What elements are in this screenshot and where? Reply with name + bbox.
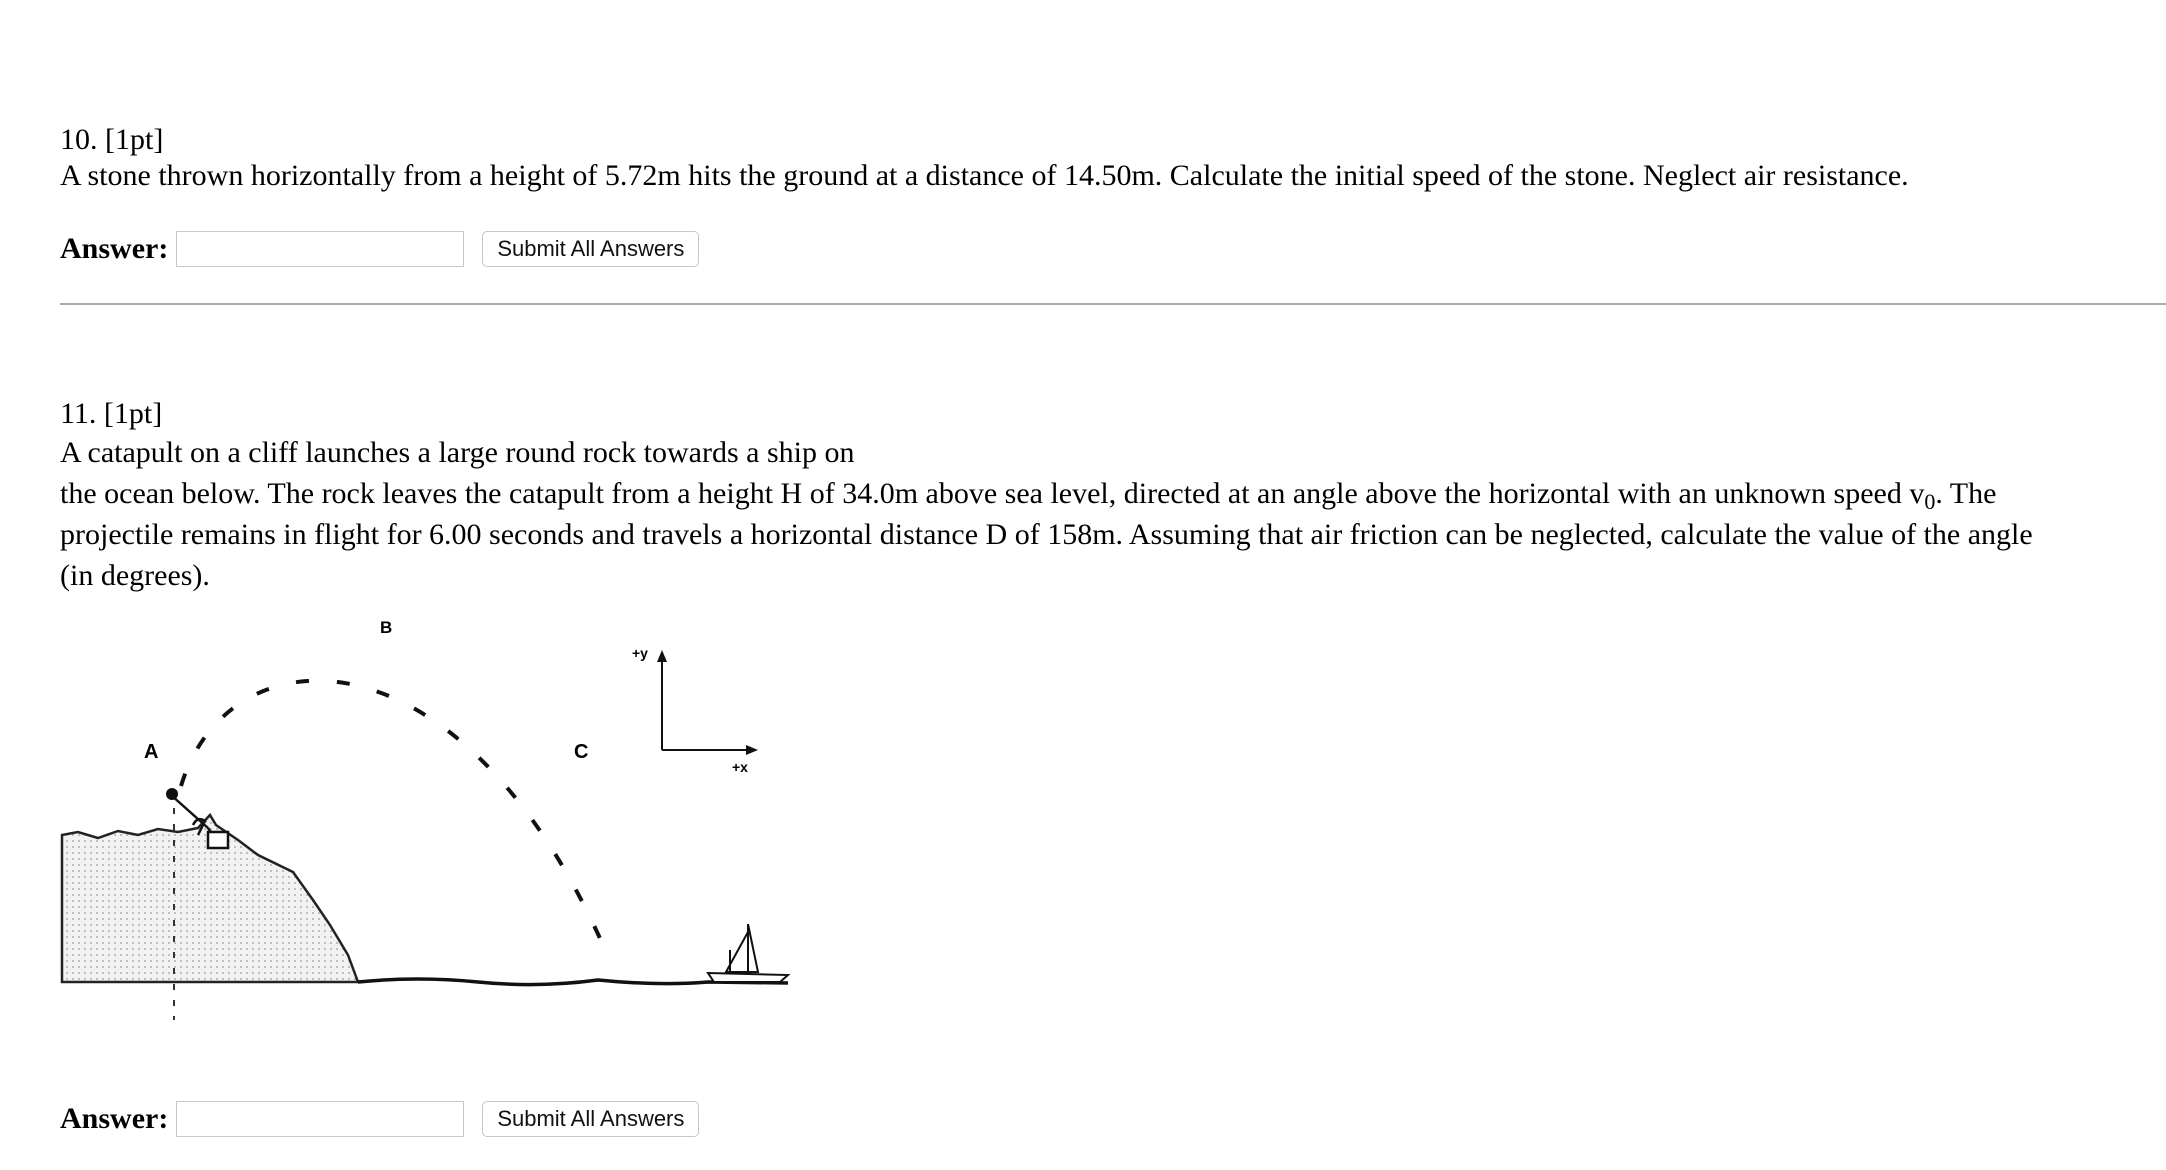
problem-10-answer-row [60, 229, 699, 269]
answer-label: Answer: [60, 232, 169, 265]
axes [662, 658, 748, 750]
problem-11-header: 11. [1pt] [60, 397, 163, 430]
axis-arrow-x [746, 745, 758, 755]
rock [166, 788, 178, 800]
problem-11 [60, 396, 2166, 596]
submit-all-answers-button[interactable]: Submit All Answers [482, 231, 699, 267]
problem-11-line-2 [60, 473, 2166, 514]
label-c: C [574, 741, 589, 763]
problem-11-answer-input[interactable] [176, 1101, 464, 1137]
v0-subscript: 0 [1924, 489, 1936, 514]
problem-11-line-3: projectile remains in flight for 6.00 seconds and travels a horizontal distance D of 158m. Assuming that air friction can be neglected, calculate the value of the angle [60, 518, 2033, 551]
problem-11-answer-row [60, 1099, 699, 1139]
axis-arrow-y [657, 650, 667, 662]
problem-11-text [60, 432, 2166, 596]
problem-10-answer-input[interactable] [176, 231, 464, 267]
problem-11-line-4: (in degrees). [60, 559, 210, 592]
problem-divider [60, 303, 2166, 305]
label-plus-x: +x [732, 759, 748, 775]
submit-all-answers-button[interactable]: Submit All Answers [482, 1101, 699, 1137]
problem-11-line-1: A catapult on a cliff launches a large round rock towards a ship on [60, 436, 855, 469]
problem-10 [60, 122, 2166, 194]
label-b: B [380, 618, 393, 637]
problem-11-line-2-end: . The [1935, 477, 1997, 510]
problem-11-line-2-text: the ocean below. The rock leaves the catapult from a height H of 34.0m above sea level, directed at an angle above the horizontal with an unknown speed v [60, 477, 1925, 510]
ship [708, 924, 788, 982]
answer-label: Answer: [60, 1102, 169, 1135]
label-plus-y: +y [632, 645, 648, 661]
problem-10-header: 10. [1pt] [60, 123, 164, 156]
label-a: A [144, 741, 159, 763]
catapult-diagram [58, 610, 798, 1020]
problem-10-text: A stone thrown horizontally from a height of 5.72m hits the ground at a distance of 14.50m. Calculate the initial speed of the stone. Neglect air resistance. [60, 159, 1909, 192]
